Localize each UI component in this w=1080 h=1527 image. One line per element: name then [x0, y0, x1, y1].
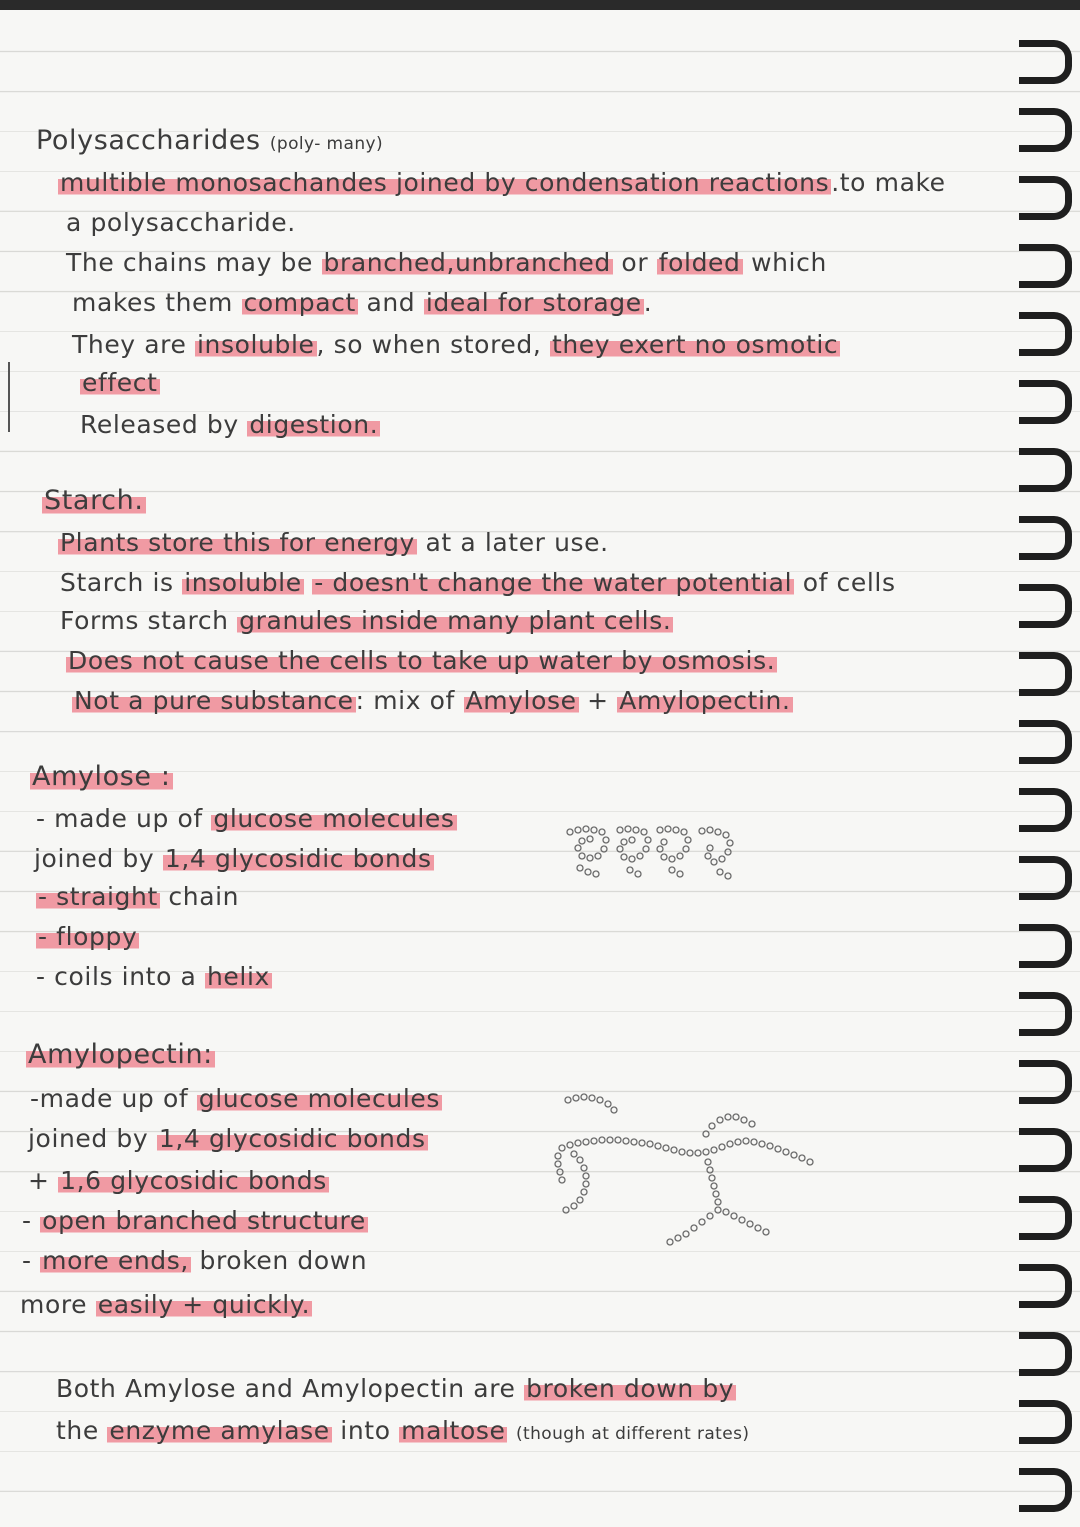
text: Released by: [80, 410, 239, 439]
text: Both Amylose and Amylopectin are: [56, 1374, 516, 1403]
text: - coils into a: [36, 962, 197, 991]
polysaccharides-line-6: [80, 366, 160, 400]
text: broken down: [199, 1246, 368, 1275]
binding-ring: [1019, 516, 1072, 560]
starch-line-5: [72, 684, 793, 718]
summary-line-1: [56, 1372, 736, 1406]
polysaccharides-line-1: [58, 166, 946, 200]
highlight-text: compact: [243, 288, 356, 317]
binding-ring: [1019, 1060, 1072, 1104]
text: -made up of: [30, 1084, 189, 1113]
polysaccharides-line-2: [66, 206, 296, 240]
highlight-text: Does not cause the cells to take up water by osmosis.: [68, 646, 776, 675]
highlight-text: Amylopectin.: [619, 686, 791, 715]
text: makes them: [72, 288, 233, 317]
binding-ring: [1019, 108, 1072, 152]
binding-ring: [1019, 1128, 1072, 1172]
highlight-text: maltose: [401, 1416, 506, 1445]
binding-ring: [1019, 720, 1072, 764]
highlight-text: granules inside many plant cells.: [239, 606, 672, 635]
binding-ring: [1019, 448, 1072, 492]
highlight-text: - floppy: [38, 922, 138, 951]
summary-line-2: [56, 1414, 749, 1451]
binding-ring: [1019, 1196, 1072, 1240]
binding-ring: [1019, 176, 1072, 220]
binding-ring: [1019, 40, 1072, 84]
binding-ring: [1019, 992, 1072, 1036]
highlight-text: they exert no osmotic: [551, 330, 839, 359]
highlight-text: glucose molecules: [213, 804, 455, 833]
highlight-text: helix: [206, 962, 270, 991]
text: Starch is: [60, 568, 174, 597]
highlight-text: easily + quickly.: [97, 1290, 311, 1319]
polysaccharides-heading: [36, 124, 383, 161]
text: Forms starch: [60, 606, 229, 635]
amylose-line-4: [36, 920, 139, 954]
polysaccharides-line-4: [72, 286, 652, 320]
text: +: [587, 686, 609, 715]
text: more: [20, 1290, 88, 1319]
text: .to make: [831, 168, 946, 197]
page-top-edge: [0, 0, 1080, 10]
text: joined by: [34, 844, 155, 873]
highlight-text: digestion.: [249, 410, 379, 439]
amylopectin-line-6: [20, 1288, 312, 1322]
highlight-text: insoluble: [184, 568, 302, 597]
highlight-text: open branched structure: [42, 1206, 366, 1235]
text: chain: [168, 882, 240, 911]
text: (though at different rates): [516, 1424, 750, 1444]
amylopectin-line-5: [22, 1244, 367, 1278]
binding-ring: [1019, 856, 1072, 900]
highlight-text: folded: [658, 248, 741, 277]
amylose-line-5: [36, 960, 272, 994]
spiral-binding: [1012, 30, 1072, 1510]
polysaccharides-title-note: (poly- many): [269, 134, 383, 154]
highlight-text: multible monosachandes joined by condensation reactions: [60, 168, 830, 197]
highlight-text: - straight: [38, 882, 158, 911]
binding-ring: [1019, 244, 1072, 288]
binding-ring: [1019, 1332, 1072, 1376]
amylose-heading: [30, 760, 173, 794]
highlight-text: Amylose: [465, 686, 577, 715]
text: The chains may be: [66, 248, 313, 277]
highlight-text: insoluble: [197, 330, 315, 359]
starch-line-3: [60, 604, 673, 638]
highlight-text: ideal for storage: [425, 288, 642, 317]
text: : mix of: [355, 686, 455, 715]
text: at a later use.: [425, 528, 609, 557]
amylopectin-line-3: [28, 1164, 329, 1198]
binding-ring: [1019, 924, 1072, 968]
highlight-text: - doesn't change the water potential: [314, 568, 793, 597]
starch-title: Starch.: [44, 485, 144, 516]
text: into: [340, 1416, 391, 1445]
starch-heading: [42, 484, 146, 518]
highlight-text: broken down by: [526, 1374, 735, 1403]
binding-ring: [1019, 584, 1072, 628]
highlight-text: branched,unbranched: [323, 248, 611, 277]
highlight-text: glucose molecules: [198, 1084, 440, 1113]
text: joined by: [28, 1124, 149, 1153]
amylopectin-line-2: [28, 1122, 428, 1156]
text: or: [621, 248, 649, 277]
text: They are: [72, 330, 187, 359]
binding-ring: [1019, 1264, 1072, 1308]
amylose-line-1: [36, 802, 457, 836]
starch-line-1: [58, 526, 609, 560]
amylopectin-line-4: [22, 1204, 368, 1238]
polysaccharides-line-3: [66, 246, 827, 280]
amylopectin-line-1: [30, 1082, 442, 1116]
amylose-helix-sketch: [560, 822, 770, 892]
binding-ring: [1019, 1400, 1072, 1444]
text: the: [56, 1416, 99, 1445]
text: .: [643, 288, 653, 317]
text: and: [366, 288, 416, 317]
text: , so when stored,: [316, 330, 542, 359]
amylopectin-title: Amylopectin:: [28, 1039, 213, 1070]
highlight-text: Not a pure substance: [74, 686, 354, 715]
binding-ring: [1019, 788, 1072, 832]
text: a polysaccharide.: [66, 208, 296, 237]
text: -: [22, 1206, 32, 1235]
amylose-title: Amylose :: [32, 761, 171, 792]
amylose-line-2: [34, 842, 434, 876]
text: - made up of: [36, 804, 203, 833]
highlight-text: 1,4 glycosidic bonds: [158, 1124, 426, 1153]
amylopectin-branched-sketch: [548, 1090, 818, 1250]
amylopectin-heading: [26, 1038, 215, 1072]
text: which: [751, 248, 827, 277]
highlight-text: 1,6 glycosidic bonds: [60, 1166, 327, 1195]
text: +: [28, 1166, 50, 1195]
binding-ring: [1019, 1468, 1072, 1512]
highlight-text: Plants store this for energy: [60, 528, 415, 557]
polysaccharides-title: Polysaccharides: [36, 125, 261, 156]
starch-line-4: [66, 644, 777, 678]
binding-ring: [1019, 652, 1072, 696]
polysaccharides-line-5: [72, 328, 840, 362]
binding-ring: [1019, 380, 1072, 424]
amylose-line-3: [36, 880, 239, 914]
binding-ring: [1019, 312, 1072, 356]
margin-mark: [8, 362, 10, 432]
polysaccharides-line-7: [80, 408, 380, 442]
highlight-text: more ends,: [42, 1246, 189, 1275]
highlight-text: enzyme amylase: [109, 1416, 330, 1445]
text: -: [22, 1246, 32, 1275]
text: of cells: [802, 568, 896, 597]
starch-line-2: [60, 566, 896, 600]
highlight-text: effect: [82, 368, 158, 397]
highlight-text: 1,4 glycosidic bonds: [164, 844, 432, 873]
